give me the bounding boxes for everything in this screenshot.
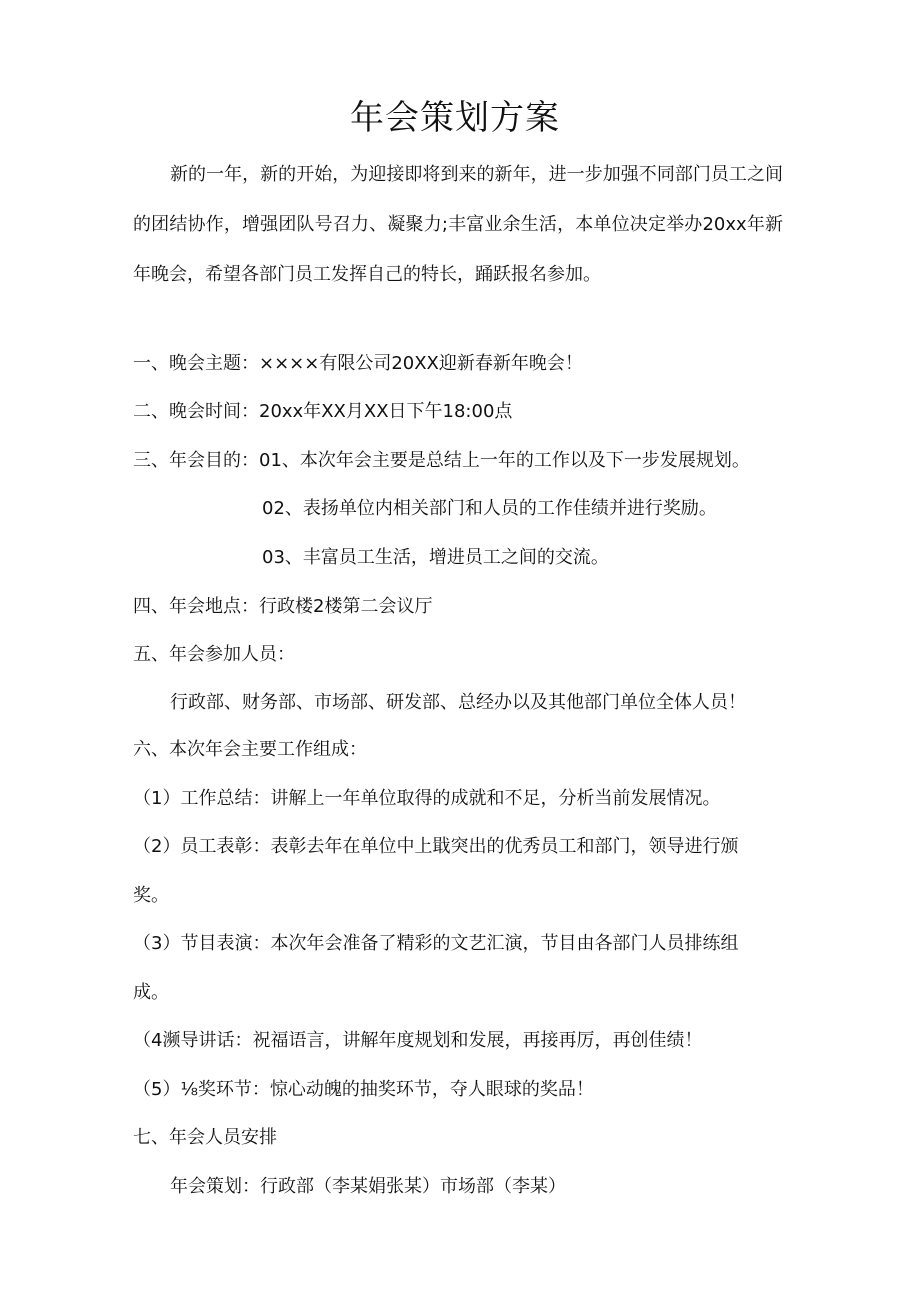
work-item-performance: （3）节目表演：本次年会准备了精彩的文艺汇演，节目由各部门人员排练组成。 xyxy=(133,933,739,1003)
section-purpose-3: 03、丰富员工生活，增进员工之间的交流。 xyxy=(262,547,609,568)
work-item-lottery: （5）⅛奖环节：惊心动魄的抽奖环节，夺人眼球的奖品！ xyxy=(133,1079,594,1100)
work-item-summary: （1）工作总结：讲解上一年单位取得的成就和不足，分析当前发展情况。 xyxy=(133,788,721,809)
section-work-heading: 六、本次年会主要工作组成： xyxy=(133,739,367,760)
staff-planning-line: 年会策划：行政部（李某娟张某）市场部（李某） xyxy=(170,1176,566,1197)
work-item-speech: （4濒导讲话：祝福语言，讲解年度规划和发展，再接再厉，再创佳绩！ xyxy=(133,1030,703,1051)
document-title: 年会策划方案 xyxy=(350,98,560,138)
section-time: 二、晚会时间：20xx年XX月XX日下午18:00点 xyxy=(133,401,513,422)
intro-paragraph: 新的一年，新的开始，为迎接即将到来的新年，进一步加强不同部门员工之间的团结协作，增强团队号召力、凝聚力;丰富业余生活，本单位决定举办20xx年新年晚会，希望各部门员工发挥自己的特长，踊跃报名参加。 xyxy=(133,164,783,285)
section-staff-heading: 七、年会人员安排 xyxy=(133,1127,277,1148)
section-purpose-1: 三、年会目的：01、本次年会主要是总结上一年的工作以及下一步发展规划。 xyxy=(133,450,750,471)
work-item-awards: （2）员工表彰：表彰去年在单位中上戢突出的优秀员工和部门，领导进行颁奖。 xyxy=(133,836,739,906)
section-venue: 四、年会地点：行政楼2楼第二会议厅 xyxy=(133,596,433,617)
section-purpose-2: 02、表扬单位内相关部门和人员的工作佳绩并进行奖励。 xyxy=(262,498,717,519)
section-theme: 一、晚会主题：××××有限公司20XX迎新春新年晚会！ xyxy=(133,353,583,374)
section-participants-list: 行政部、财务部、市场部、研发部、总经办以及其他部门单位全体人员！ xyxy=(170,692,746,713)
section-participants-heading: 五、年会参加人员： xyxy=(133,644,295,665)
